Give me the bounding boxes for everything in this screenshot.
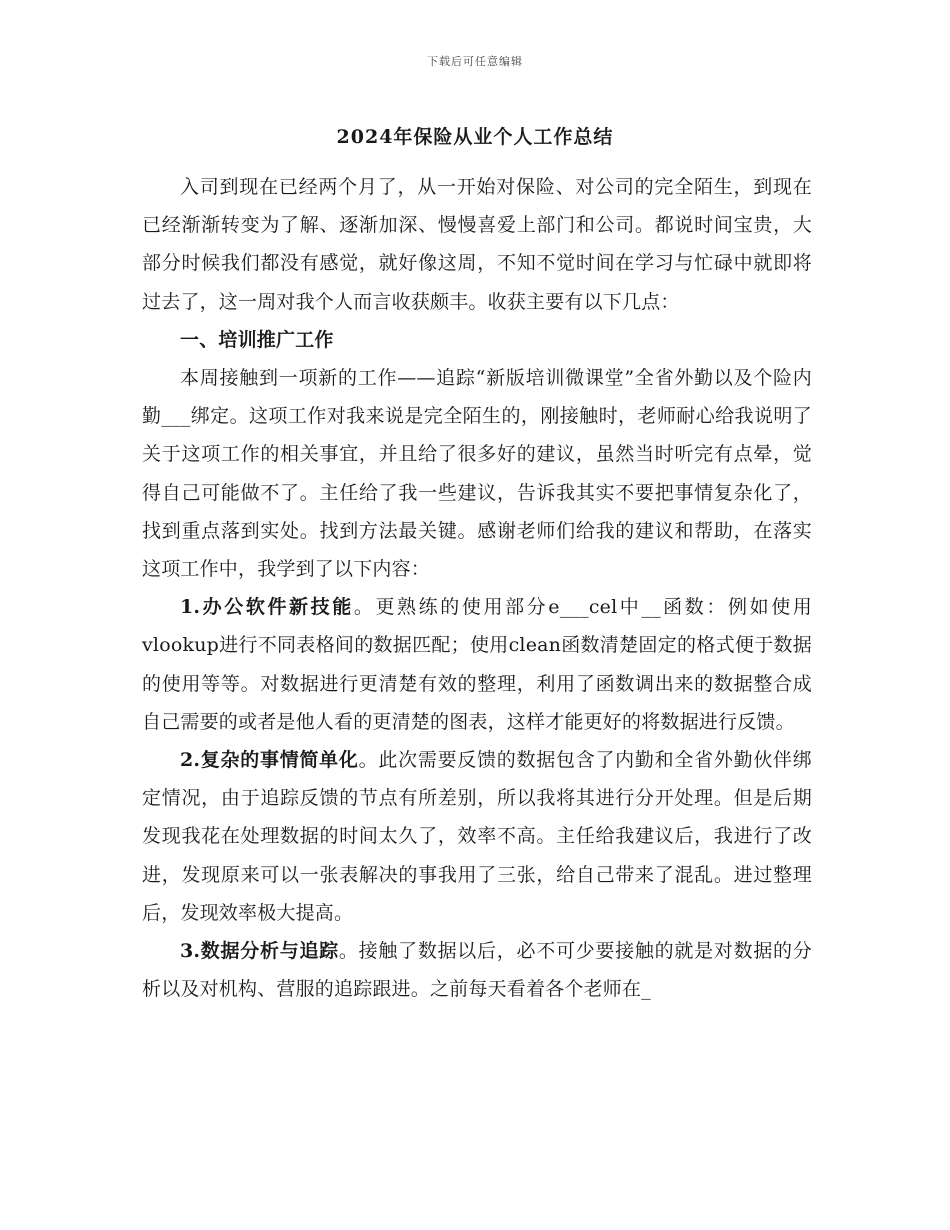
list-item-text: 。此次需要反馈的数据包含了内勤和全省外勤伙伴绑定情况，由于追踪反馈的节点有所差别，所以我将其进行分开处理。但是后期发现我花在处理数据的时间太久了，效率不高。主任给我建议后，我进行了改进，发现原来可以一张表解决的事我用了三张，给自己带来了混乱。进过整理后，发现效率极大提高。: [142, 749, 812, 924]
list-item-lead: 3.数据分析与追踪: [180, 940, 339, 963]
training-paragraph: 本周接触到一项新的工作——追踪“新版培训微课堂”全省外勤以及个险内勤___绑定。这项工作对我来说是完全陌生的，刚接触时，老师耐心给我说明了关于这项工作的相关事宜，并且给了很多好的建议，虽然当时听完有点晕，觉得自己可能做不了。主任给了我一些建议，告诉我其实不要把事情复杂化了，找到重点落到实处。找到方法最关键。感谢老师们给我的建议和帮助，在落实这项工作中，我学到了以下内容：: [142, 367, 812, 581]
list-item-text: 。更熟练的使用部分e___cel中__函数：例如使用vlookup进行不同表格间的数据匹配；使用clean函数清楚固定的格式便于数据的使用等等。对数据进行更清楚有效的整理，利用了函数调出来的数据整合成自己需要的或者是他人看的更清楚的图表，这样才能更好的将数据进行反馈。: [142, 596, 812, 733]
list-item-simplify: [142, 741, 812, 932]
section-heading-training: 一、培训推广工作: [180, 328, 334, 351]
list-item-office-skills: [142, 588, 812, 741]
header-note: 下载后可任意编辑: [427, 55, 523, 68]
list-item-data-analysis: [142, 932, 812, 1008]
document-body: [142, 168, 812, 1008]
list-item-lead: 2.复杂的事情简单化: [180, 749, 359, 772]
list-item-lead: 1.办公软件新技能: [180, 596, 354, 619]
list-item-text: 。接触了数据以后，必不可少要接触的就是对数据的分析以及对机构、营服的追踪跟进。之前每天看着各个老师在_: [142, 940, 812, 1001]
intro-paragraph: 入司到现在已经两个月了，从一开始对保险、对公司的完全陌生，到现在已经渐渐转变为了解、逐渐加深、慢慢喜爱上部门和公司。都说时间宝贵，大部分时候我们都没有感觉，就好像这周，不知不觉时间在学习与忙碌中就即将过去了，这一周对我个人而言收获颇丰。收获主要有以下几点：: [142, 176, 812, 313]
document-title: 2024年保险从业个人工作总结: [336, 126, 614, 148]
